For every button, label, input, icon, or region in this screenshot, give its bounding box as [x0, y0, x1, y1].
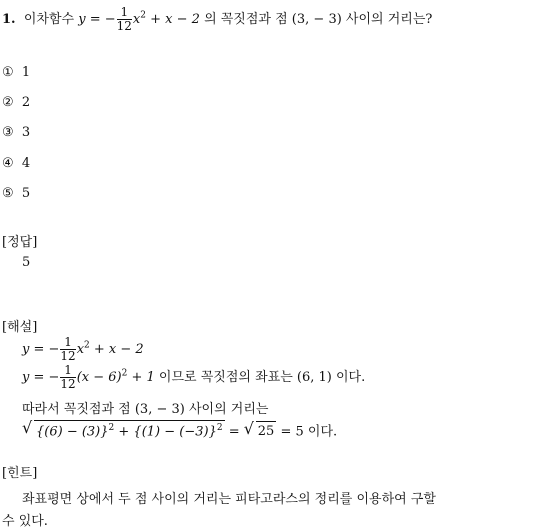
hint-line-2: 수 있다.: [2, 514, 48, 529]
answer-value: 5: [22, 255, 31, 270]
question-fraction: $\frac{1}{12}$: [116, 5, 132, 33]
choice-5[interactable]: [2, 186, 30, 201]
choice-mark: ②: [2, 95, 14, 110]
choice-3[interactable]: [2, 125, 30, 140]
question-y-eq: y = −: [78, 12, 116, 27]
choice-mark: ⑤: [2, 186, 14, 201]
question-line: 1. 이차함수 y = − $\frac{1}{12}$ $x^2 + x - 2$ 의 꼭짓점과 점 (3, − 3) 사이의 거리는?: [2, 5, 433, 33]
sqrt-expression: √ $\{(6) - (3)\}^2 + \{(1) - (-3)\}^2$: [22, 418, 223, 440]
fraction: $\frac{1}{12}$: [60, 335, 76, 363]
explanation-line-4: √ $\{(6) - (3)\}^2 + \{(1) - (-3)\}^2$ = √ 25 = 5 이다.: [22, 418, 338, 440]
choice-mark: ④: [2, 156, 14, 171]
choice-value: 3: [21, 125, 31, 140]
question-text-after: 의 꼭짓점과 점 (3, − 3) 사이의 거리는?: [204, 12, 433, 27]
choice-value: 5: [21, 186, 31, 201]
choice-4[interactable]: [2, 156, 30, 171]
question-text-before: 이차함수: [23, 12, 75, 27]
answer-label: [정답]: [2, 235, 38, 250]
choice-mark: ①: [2, 65, 14, 80]
choice-2[interactable]: [2, 95, 30, 110]
choice-value: 4: [21, 156, 31, 171]
hint-line-1: 좌표평면 상에서 두 점 사이의 거리는 피타고라스의 정리를 이용하여 구할: [22, 492, 436, 507]
explanation-line-1: y = − $\frac{1}{12}$ $x^2 + x - 2$: [22, 335, 144, 363]
choice-1[interactable]: [2, 65, 30, 80]
explanation-label: [해설]: [2, 320, 38, 335]
explanation-line-2: y = − $\frac{1}{12}$ $(x - 6)^2 + 1$ 이므로 꼭짓점의 좌표는 (6, 1) 이다.: [22, 363, 366, 391]
explanation-line-3: 따라서 꼭짓점과 점 (3, − 3) 사이의 거리는: [22, 402, 269, 417]
choice-value: 1: [21, 65, 31, 80]
hint-label: [힌트]: [2, 466, 38, 481]
choice-value: 2: [21, 95, 31, 110]
choice-mark: ③: [2, 125, 14, 140]
question-number: 1.: [2, 12, 16, 27]
fraction: $\frac{1}{12}$: [60, 363, 76, 391]
sqrt-25: √ 25: [243, 419, 275, 440]
